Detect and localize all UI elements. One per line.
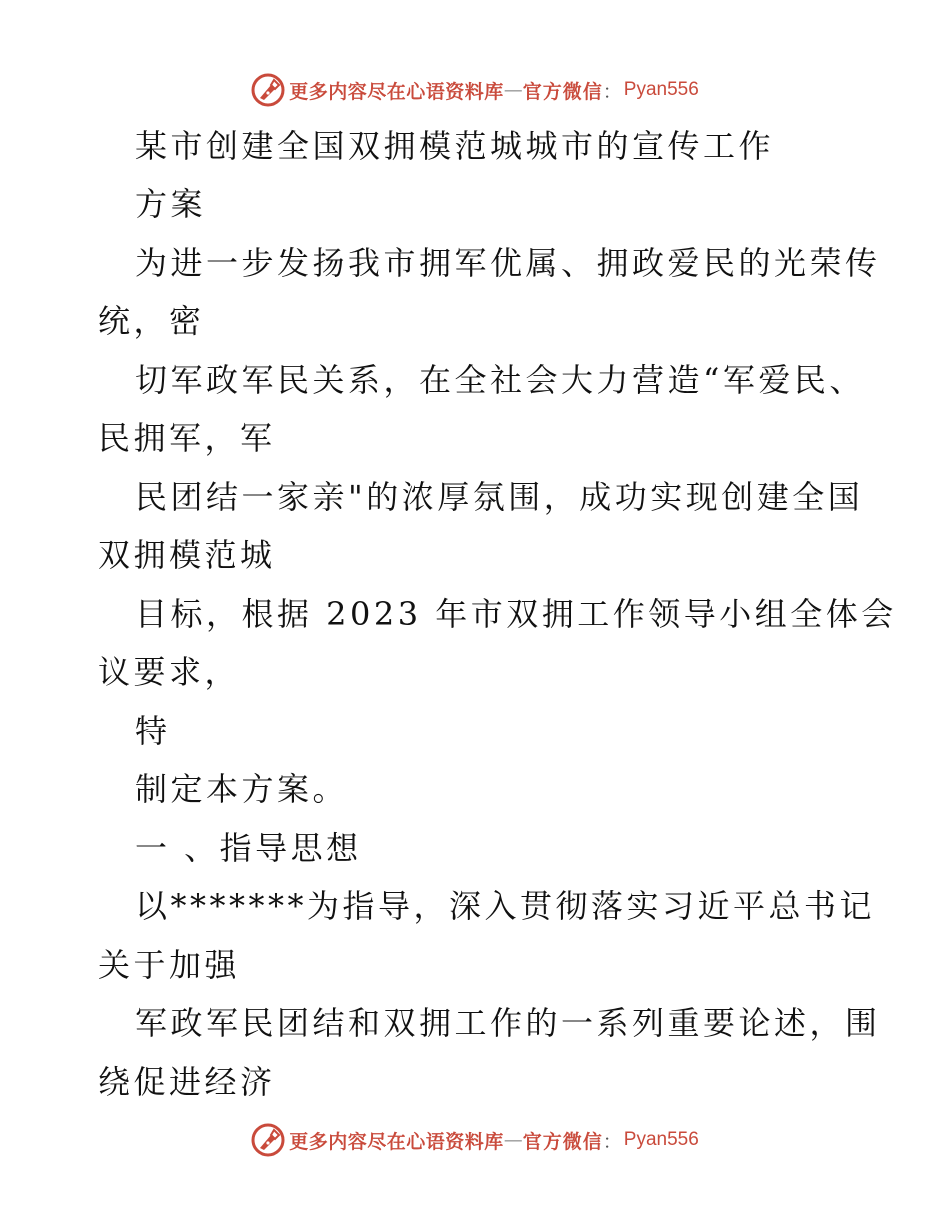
paragraph-line: 制定本方案。 [135,770,349,808]
watermark-colon: ： [602,80,622,103]
paragraph-line: 军政军民团结和双拥工作的一系列重要论述，围 [135,1004,881,1042]
paragraph-line: 目标，根据 2023 年市双拥工作领导小组全体会 [135,595,897,633]
paragraph-line: 以*******为指导，深入贯彻落实习近平总书记 [135,887,876,925]
paragraph-line: 议要求， [98,653,241,691]
document-title-line-2: 方案 [135,185,207,223]
paragraph-line: 民拥军，军 [98,419,276,457]
watermark-separator: — [503,79,523,101]
paragraph-line: 民团结一家亲"的浓厚氛围，成功实现创建全国 [135,478,864,516]
document-title-line-1: 某市创建全国双拥模范城城市的宣传工作 [135,127,775,165]
pen-nib-logo-icon [251,1123,285,1157]
paragraph-line: 特 [135,712,171,750]
paragraph-line: 关于加强 [98,946,241,984]
paragraph-line: 切军政军民关系，在全社会大力营造“军爱民、 [135,361,865,399]
pen-nib-logo-icon [251,73,285,107]
watermark-site-text: 更多内容尽在心语资料库 [289,1130,504,1153]
watermark-site-text: 更多内容尽在心语资料库 [289,80,504,103]
section-heading: 一 、指导思想 [135,829,362,867]
paragraph-line: 双拥模范城 [98,536,276,574]
watermark-wechat-label: 官方微信 [522,1130,603,1153]
watermark-colon: ： [602,1130,622,1153]
watermark-wechat-label: 官方微信 [522,80,603,103]
paragraph-line: 为进一步发扬我市拥军优属、拥政爱民的光荣传 [135,244,881,282]
footer-watermark [0,1120,950,1160]
watermark-wechat-id: Pyan556 [623,1129,699,1150]
watermark-wechat-id: Pyan556 [623,79,699,100]
paragraph-line: 统，密 [98,302,205,340]
header-watermark [0,70,950,110]
paragraph-line: 绕促进经济 [98,1063,276,1101]
watermark-separator: — [503,1129,523,1151]
